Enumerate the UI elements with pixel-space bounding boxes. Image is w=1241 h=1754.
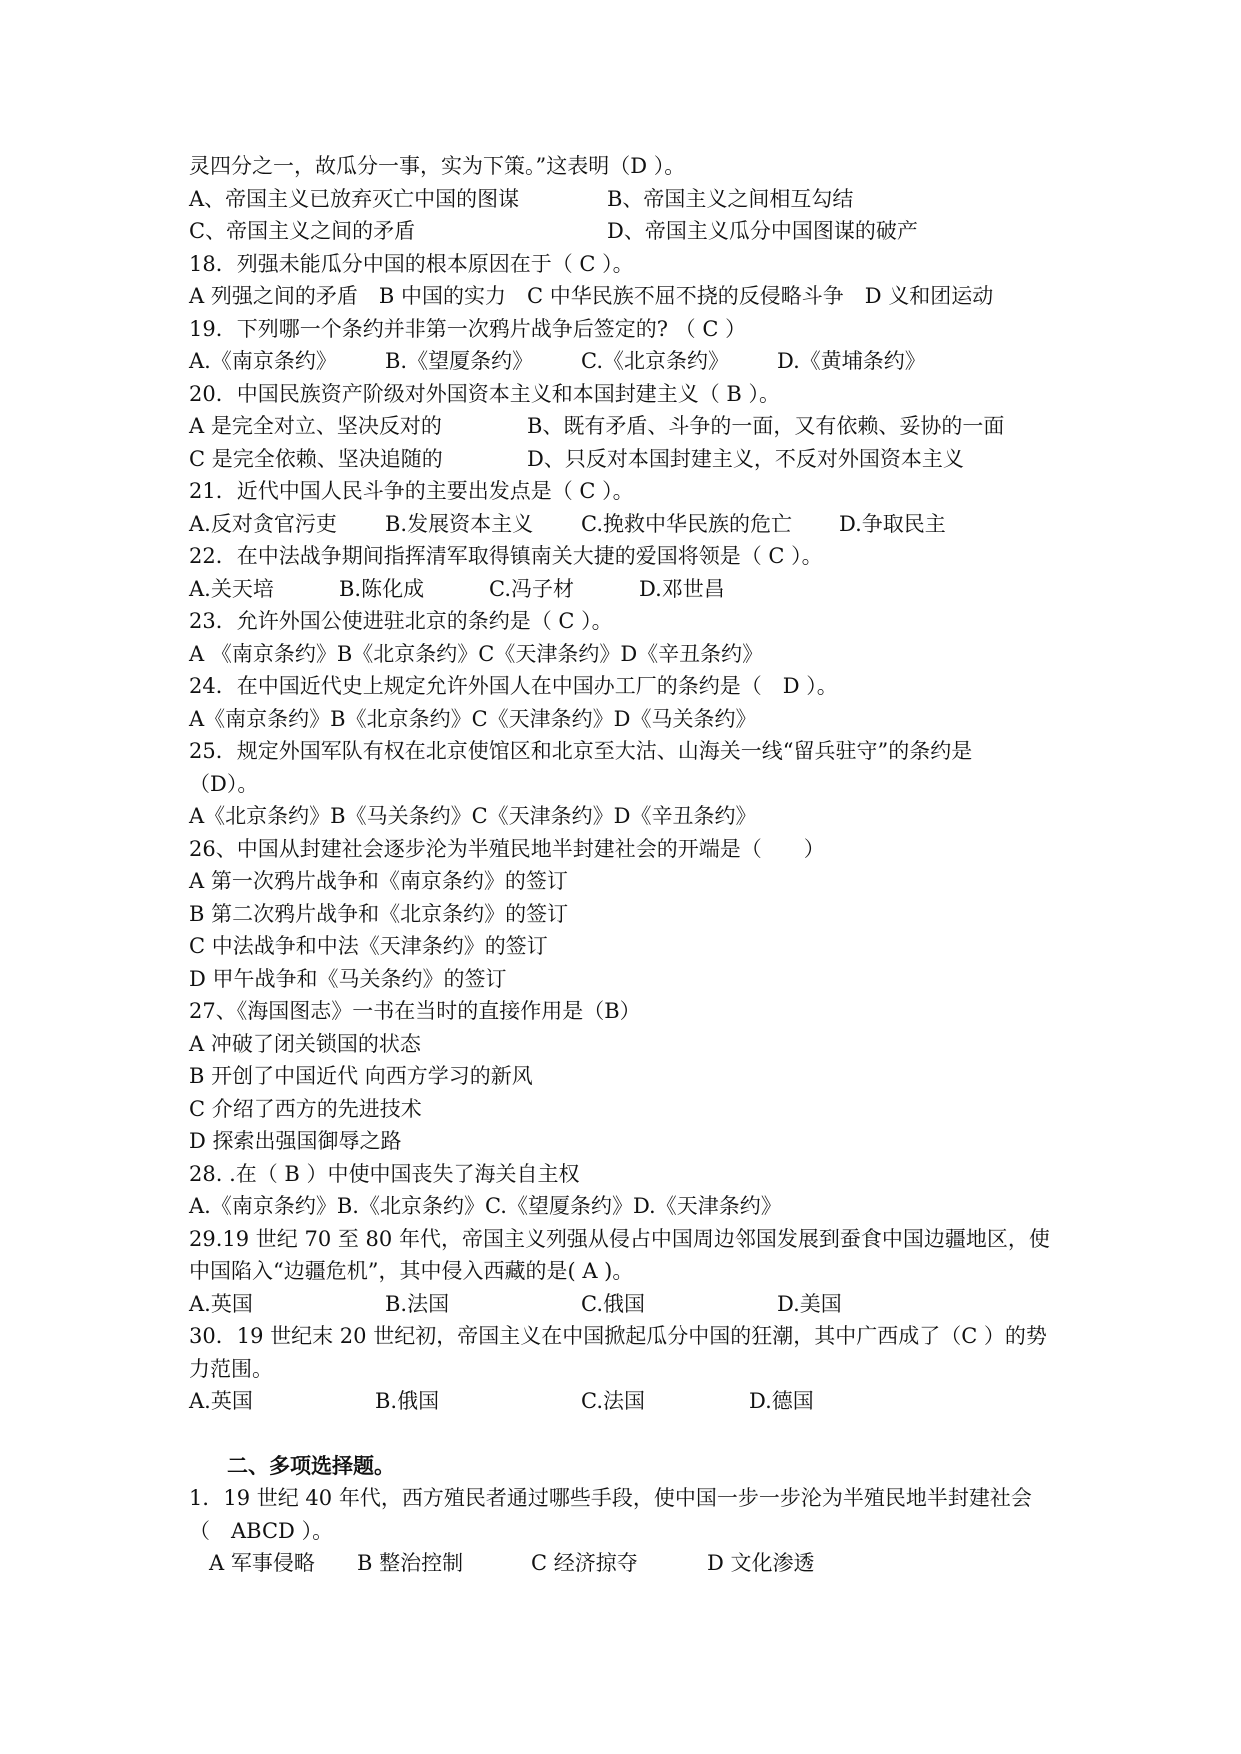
text-line: D 甲午战争和《马关条约》的签订 bbox=[189, 966, 507, 991]
text-line: （D）。 bbox=[189, 771, 259, 796]
text-line: 30．19 世纪末 20 世纪初，帝国主义在中国掀起瓜分中国的狂潮，其中广西成了（C ）的势 bbox=[189, 1324, 1047, 1348]
text-line: 22．在中法战争期间指挥清军取得镇南关大捷的爱国将领是（ C ）。 bbox=[189, 544, 823, 568]
text-line: B 第二次鸦片战争和《北京条约》的签订 bbox=[189, 901, 569, 926]
option-row bbox=[189, 215, 1069, 248]
text-line: A 冲破了闭关锁国的状态 bbox=[189, 1031, 421, 1056]
option-text: B 整治控制 bbox=[357, 1551, 464, 1575]
option-text: C.冯子材 bbox=[489, 576, 574, 601]
option-text: D、帝国主义瓜分中国图谋的破产 bbox=[607, 219, 918, 243]
option-text: D.《黄埔条约》 bbox=[777, 349, 926, 373]
text-line: A.《南京条约》B.《北京条约》C.《望厦条约》D.《天津条约》 bbox=[189, 1194, 782, 1218]
option-row bbox=[189, 1547, 1069, 1580]
blank-line bbox=[189, 1418, 1069, 1450]
option-text: A 是完全对立、坚决反对的 bbox=[189, 414, 442, 438]
option-text: C 经济掠夺 bbox=[531, 1551, 638, 1575]
text-line: 23．允许外国公使进驻北京的条约是（ C ）。 bbox=[189, 609, 613, 633]
section-heading: 二、多项选择题。 bbox=[227, 1452, 395, 1478]
option-text: B.《望厦条约》 bbox=[385, 349, 534, 373]
option-row bbox=[189, 183, 1069, 216]
option-text: A.英国 bbox=[189, 1291, 253, 1316]
option-row bbox=[189, 345, 1069, 378]
text-line: 21．近代中国人民斗争的主要出发点是（ C ）。 bbox=[189, 479, 634, 503]
option-row bbox=[189, 1385, 1069, 1418]
text-line: A《南京条约》B《北京条约》C《天津条约》D《马关条约》 bbox=[189, 706, 757, 731]
text-line: A 列强之间的矛盾 B 中国的实力 C 中华民族不屈不挠的反侵略斗争 D 义和团运动 bbox=[189, 284, 994, 308]
option-row bbox=[189, 573, 1069, 606]
option-text: A.《南京条约》 bbox=[189, 349, 337, 373]
option-text: A.反对贪官污吏 bbox=[189, 511, 337, 536]
option-text: D.争取民主 bbox=[839, 511, 946, 536]
text-line: 27、《海国图志》一书在当时的直接作用是（B） bbox=[189, 999, 641, 1023]
text-line: A 《南京条约》B《北京条约》C《天津条约》D《辛丑条约》 bbox=[189, 641, 764, 666]
option-text: D 文化渗透 bbox=[707, 1551, 815, 1575]
text-line: 25．规定外国军队有权在北京使馆区和北京至大沽、山海关一线“留兵驻守”的条约是 bbox=[189, 739, 973, 763]
text-line: 20．中国民族资产阶级对外国资本主义和本国封建主义（ B ）。 bbox=[189, 381, 781, 406]
option-text: D.美国 bbox=[777, 1291, 842, 1316]
option-text: B.俄国 bbox=[375, 1389, 440, 1413]
option-text: B.陈化成 bbox=[339, 576, 425, 601]
text-line: C 中法战争和中法《天津条约》的签订 bbox=[189, 934, 548, 958]
option-text: C、帝国主义之间的矛盾 bbox=[189, 219, 416, 243]
text-line: A 第一次鸦片战争和《南京条约》的签订 bbox=[189, 869, 568, 893]
text-line: 28. .在（ B ）中使中国丧失了海关自主权 bbox=[189, 1161, 580, 1186]
option-text: B.法国 bbox=[385, 1291, 450, 1316]
option-text: D、只反对本国封建主义，不反对外国资本主义 bbox=[527, 446, 964, 471]
option-text: C.挽救中华民族的危亡 bbox=[581, 511, 792, 536]
text-line: C 介绍了西方的先进技术 bbox=[189, 1096, 422, 1121]
option-text: C 是完全依赖、坚决追随的 bbox=[189, 446, 443, 471]
text-line: 19．下列哪一个条约并非第一次鸦片战争后签定的? （ C ） bbox=[189, 316, 747, 341]
option-text: C.俄国 bbox=[581, 1291, 645, 1316]
option-text: B.发展资本主义 bbox=[385, 511, 534, 536]
text-line: 中国陷入“边疆危机”，其中侵入西藏的是( A )。 bbox=[189, 1259, 634, 1283]
text-line: （ ABCD ）。 bbox=[189, 1518, 334, 1543]
text-line: 灵四分之一，故瓜分一事，实为下策。”这表明（D ）。 bbox=[189, 154, 686, 178]
option-text: A、帝国主义已放弃灭亡中国的图谋 bbox=[189, 186, 520, 211]
text-line: 29.19 世纪 70 至 80 年代，帝国主义列强从侵占中国周边邻国发展到蚕食中国边疆地区，使 bbox=[189, 1226, 1050, 1251]
option-text: B、既有矛盾、斗争的一面，又有依赖、妥协的一面 bbox=[527, 414, 1005, 438]
text-line: 力范围。 bbox=[189, 1356, 273, 1381]
question-list bbox=[189, 150, 1069, 1580]
text-line: 18．列强未能瓜分中国的根本原因在于（ C ）。 bbox=[189, 251, 634, 276]
option-text: C.法国 bbox=[581, 1389, 645, 1413]
option-text: D.德国 bbox=[749, 1389, 814, 1413]
option-text: D.邓世昌 bbox=[639, 576, 725, 601]
text-line: A《北京条约》B《马关条约》C《天津条约》D《辛丑条约》 bbox=[189, 804, 757, 828]
text-line: 1．19 世纪 40 年代，西方殖民者通过哪些手段，使中国一步一步沦为半殖民地半封建社会 bbox=[189, 1486, 1032, 1510]
text-line: D 探索出强国御辱之路 bbox=[189, 1129, 402, 1153]
text-line: 26、中国从封建社会逐步沦为半殖民地半封建社会的开端是（ ） bbox=[189, 836, 825, 861]
option-row bbox=[189, 443, 1069, 476]
option-text: A 军事侵略 bbox=[209, 1551, 315, 1575]
text-line: 24．在中国近代史上规定允许外国人在中国办工厂的条约是（ D ）。 bbox=[189, 674, 838, 698]
text-line: B 开创了中国近代 向西方学习的新风 bbox=[189, 1064, 533, 1088]
option-row bbox=[189, 508, 1069, 541]
option-text: A.英国 bbox=[189, 1389, 253, 1413]
option-text: B、帝国主义之间相互勾结 bbox=[607, 186, 854, 211]
option-text: C.《北京条约》 bbox=[581, 349, 729, 373]
option-text: A.关天培 bbox=[189, 576, 274, 601]
option-row bbox=[189, 410, 1069, 443]
option-row bbox=[189, 1288, 1069, 1321]
